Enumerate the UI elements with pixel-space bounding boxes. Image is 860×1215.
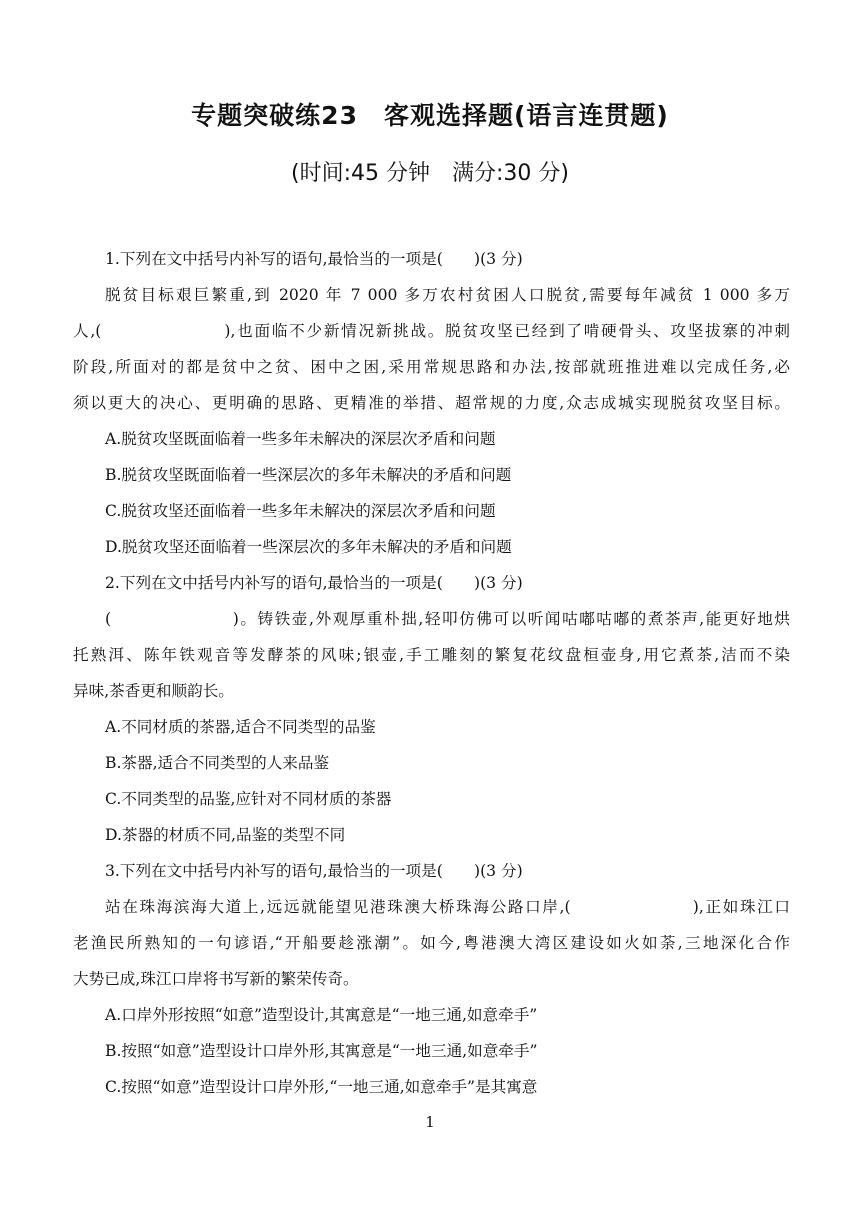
answer-option-b[interactable]: B.茶器,适合不同类型的人来品鉴 — [105, 754, 330, 772]
passage-line: ( )。铸铁壶,外观厚重朴拙,轻叩仿佛可以听闻咕嘟咕嘟的煮茶声,能更好地烘 — [105, 610, 790, 628]
answer-option-b[interactable]: B.脱贫攻坚既面临着一些深层次的多年未解决的矛盾和问题 — [105, 466, 512, 484]
passage-line: 阶段,所面对的都是贫中之贫、困中之困,采用常规思路和办法,按部就班推进难以完成任务,必 — [73, 358, 790, 376]
passage-line: 人,( ),也面临不少新情况新挑战。脱贫攻坚已经到了啃硬骨头、攻坚拔寨的冲刺 — [73, 322, 790, 340]
answer-option-c[interactable]: C.脱贫攻坚还面临着一些多年未解决的深层次矛盾和问题 — [105, 502, 496, 520]
passage-line: 站在珠海滨海大道上,远远就能望见港珠澳大桥珠海公路口岸,( ),正如珠江口 — [105, 898, 790, 916]
answer-option-a[interactable]: A.不同材质的茶器,适合不同类型的品鉴 — [105, 718, 376, 736]
page-title: 专题突破练23 客观选择题(语言连贯题) — [191, 101, 669, 130]
page-number: 1 — [425, 1113, 435, 1131]
answer-option-c[interactable]: C.按照“如意”造型设计口岸外形,“一地三通,如意牵手”是其寓意 — [105, 1078, 538, 1096]
question-3 — [73, 858, 790, 1110]
question-stem: 1.下列在文中括号内补写的语句,最恰当的一项是( )(3 分) — [105, 250, 523, 268]
answer-option-d[interactable]: D.茶器的材质不同,品鉴的类型不同 — [105, 826, 346, 844]
question-list — [73, 246, 790, 1110]
question-1 — [73, 246, 790, 570]
passage-line: 托熟洱、陈年铁观音等发酵茶的风味;银壶,手工雕刻的繁复花纹盘桓壶身,用它煮茶,洁而不染 — [73, 646, 790, 664]
passage-line: 须以更大的决心、更明确的思路、更精准的举措、超常规的力度,众志成城实现脱贫攻坚目标。 — [73, 394, 790, 412]
page-subtitle: (时间:45 分钟 满分:30 分) — [291, 161, 569, 186]
answer-option-a[interactable]: A.口岸外形按照“如意”造型设计,其寓意是“一地三通,如意牵手” — [105, 1006, 538, 1024]
answer-option-c[interactable]: C.不同类型的品鉴,应针对不同材质的茶器 — [105, 790, 392, 808]
answer-option-a[interactable]: A.脱贫攻坚既面临着一些多年未解决的深层次矛盾和问题 — [105, 430, 496, 448]
answer-option-b[interactable]: B.按照“如意”造型设计口岸外形,其寓意是“一地三通,如意牵手” — [105, 1042, 538, 1060]
passage-line: 大势已成,珠江口岸将书写新的繁荣传奇。 — [73, 970, 359, 988]
question-stem: 3.下列在文中括号内补写的语句,最恰当的一项是( )(3 分) — [105, 862, 523, 880]
question-2 — [73, 570, 790, 858]
passage-line: 异味,茶香更和顺韵长。 — [73, 682, 234, 700]
passage-line: 老渔民所熟知的一句谚语,“开船要趁涨潮”。如今,粤港澳大湾区建设如火如荼,三地深化合作 — [73, 934, 790, 952]
passage-line: 脱贫目标艰巨繁重,到 2020 年 7 000 多万农村贫困人口脱贫,需要每年减贫 1 000 多万 — [105, 286, 790, 304]
answer-option-d[interactable]: D.脱贫攻坚还面临着一些深层次的多年未解决的矛盾和问题 — [105, 538, 512, 556]
question-stem: 2.下列在文中括号内补写的语句,最恰当的一项是( )(3 分) — [105, 574, 523, 592]
